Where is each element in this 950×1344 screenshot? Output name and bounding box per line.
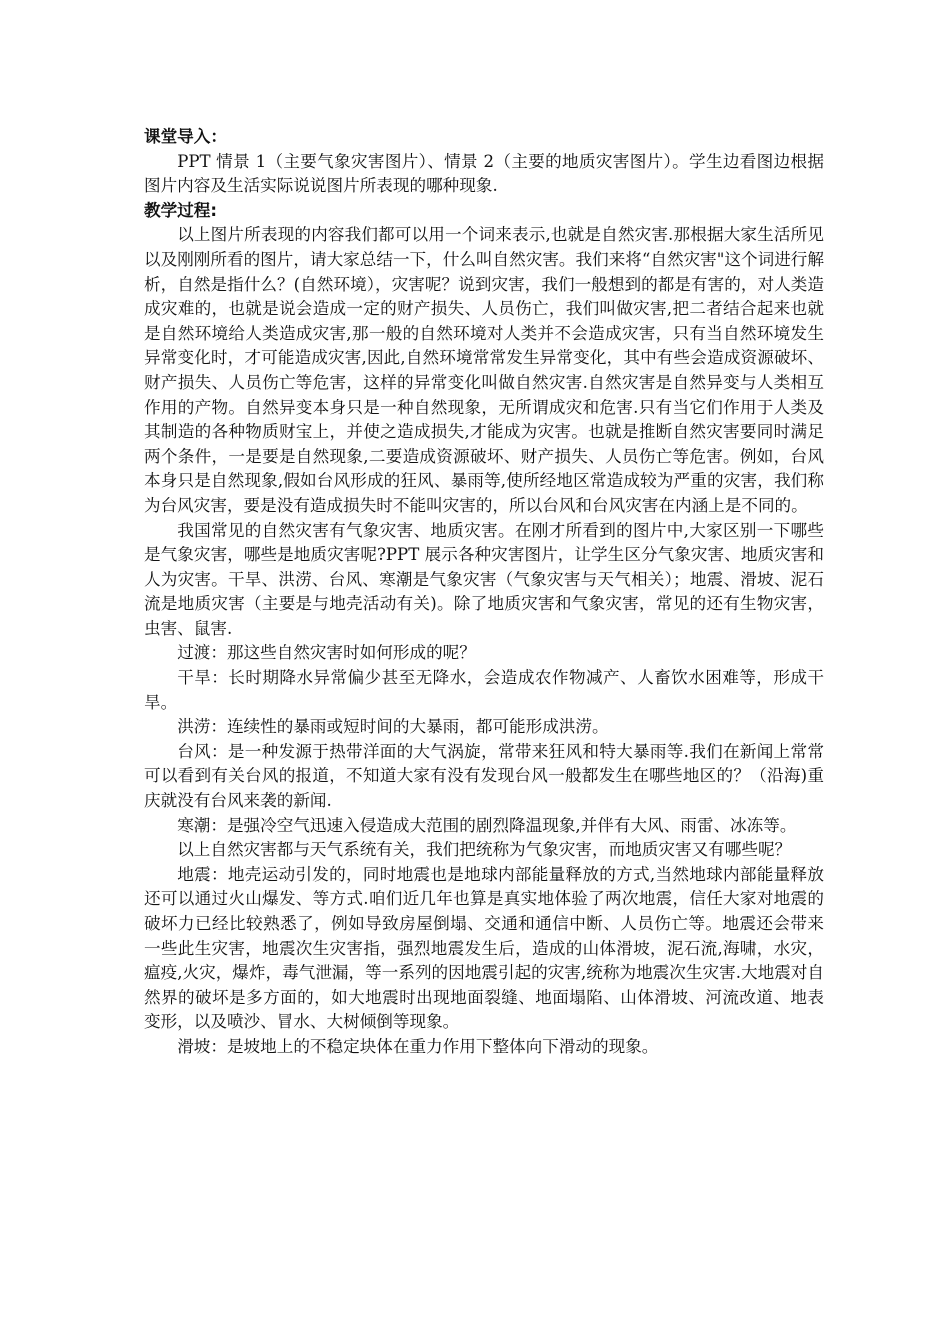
paragraph: 滑坡：是坡地上的不稳定块体在重力作用下整体向下滑动的现象。: [177, 1036, 659, 1056]
section-heading-process: 教学过程:: [144, 200, 218, 220]
paragraph: 以上图片所表现的内容我们都可以用一个词来表示,也就是自然灾害.那根据大家生活所见以及刚刚所看的图片，请大家总结一下，什么叫自然灾害。我们来将“自然灾害"这个词进行解析，自然是指什么？(自然环境），灾害呢？说到灾害，我们一般想到的都是有害的，对人类造成灾难的，也就是说会造成一定的财产损失、人员伤亡，我们叫做灾害,把二者结合起来也就是自然环境给人类造成灾害,那一般的自然环境对人类并不会造成灾害，只有当自然环境发生异常变化时，才可能造成灾害,因此,自然环境常常发生异常变化，其中有些会造成资源破坏、财产损失、人员伤亡等危害，这样的异常变化叫做自然灾害.自然灾害是自然异变与人类相互作用的产物。自然异变本身只是一种自然现象，无所谓成灾和危害.只有当它们作用于人类及其制造的各种物质财宝上，并使之造成损失,才能成为灾害。也就是推断自然灾害要同时满足两个条件，一是要是自然现象,二要造成资源破坏、财产损失、人员伤亡等危害。例如，台风本身只是自然现象,假如台风形成的狂风、暴雨等,使所经地区常造成较为严重的灾害，我们称为台风灾害，要是没有造成损失时不能叫灾害的，所以台风和台风灾害在内涵上是不同的。: [144, 225, 824, 515]
paragraph: 过渡：那这些自然灾害时如何形成的呢？: [177, 643, 476, 663]
paragraph: 洪涝：连续性的暴雨或短时间的大暴雨，都可能形成洪涝。: [177, 717, 609, 737]
paragraph: 以上自然灾害都与天气系统有关，我们把统称为气象灾害，而地质灾害又有哪些呢？: [177, 840, 792, 860]
section-intro: [144, 125, 824, 199]
paragraph: PPT 情景 1（主要气象灾害图片）、情景 2（主要的地质灾害图片）。学生边看图边根据图片内容及生活实际说说图片所表现的哪种现象.: [144, 151, 824, 196]
paragraph: 台风：是一种发源于热带洋面的大气涡旋，常带来狂风和特大暴雨等.我们在新闻上常常可以看到有关台风的报道，不知道大家有没有发现台风一般都发生在哪些地区的？（沿海)重庆就没有台风来袭的新闻.: [144, 741, 824, 811]
paragraph: 我国常见的自然灾害有气象灾害、地质灾害。在刚才所看到的图片中,大家区别一下哪些是气象灾害，哪些是地质灾害呢?PPT 展示各种灾害图片，让学生区分气象灾害、地质灾害和人为灾害。干旱、洪涝、台风、寒潮是气象灾害（气象灾害与天气相关）；地震、滑坡、泥石流是地质灾害（主要是与地壳活动有关)。除了地质灾害和气象灾害，常见的还有生物灾害，虫害、鼠害.: [144, 520, 824, 638]
document-body: [144, 125, 824, 1060]
paragraph: 地震：地壳运动引发的，同时地震也是地球内部能量释放的方式,当然地球内部能量释放还可以通过火山爆发、等方式.咱们近几年也算是真实地体验了两次地震，信任大家对地震的破坏力已经比较熟悉了，例如导致房屋倒塌、交通和通信中断、人员伤亡等。地震还会带来一些此生灾害，地震次生灾害指，强烈地震发生后，造成的山体滑坡，泥石流,海啸，水灾，瘟疫,火灾，爆炸，毒气泄漏，等一系列的因地震引起的灾害,统称为地震次生灾害.大地震对自然界的破坏是多方面的，如大地震时出现地面裂缝、地面塌陷、山体滑坡、河流改道、地表变形，以及喷沙、冒水、大树倾倒等现象。: [144, 864, 824, 1032]
section-heading-intro: 课堂导入：: [144, 127, 227, 146]
paragraph: 寒潮：是强冷空气迅速入侵造成大范围的剧烈降温现象,并伴有大风、雨雷、冰冻等。: [177, 815, 797, 835]
paragraph: 干旱：长时期降水异常偏少甚至无降水，会造成农作物减产、人畜饮水困难等，形成干旱。: [144, 668, 824, 712]
section-process: [144, 199, 824, 1060]
